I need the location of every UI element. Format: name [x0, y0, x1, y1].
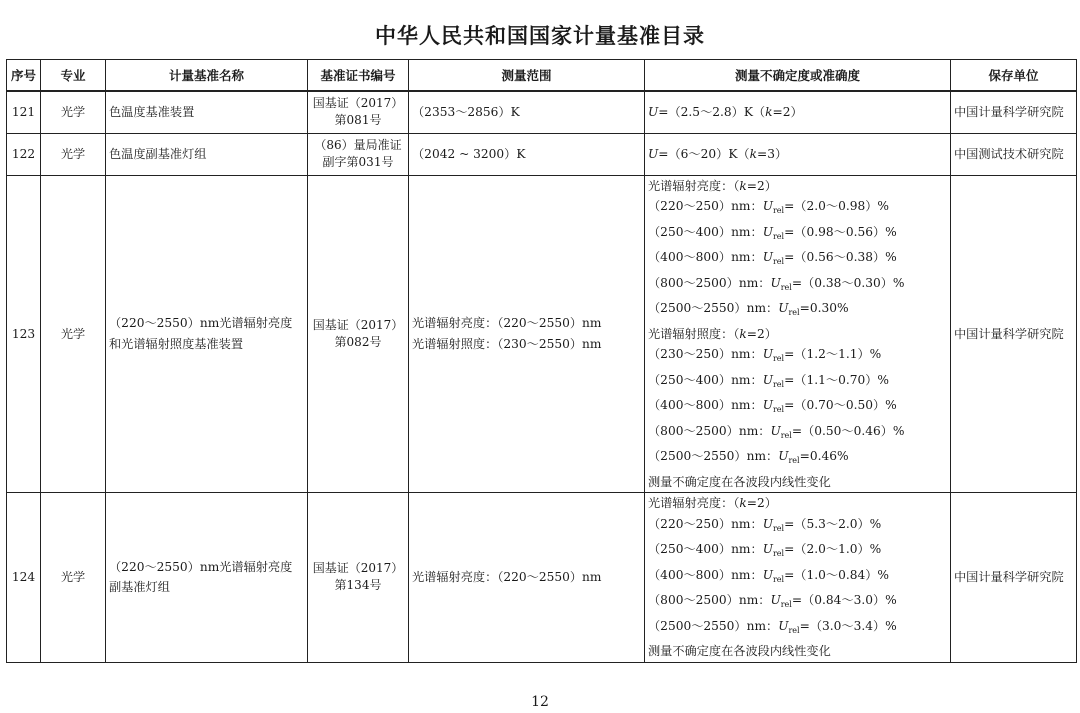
uncertainty-line [648, 395, 947, 421]
cell-unit: 中国计量科学研究院 [951, 493, 1077, 663]
cell-cert [308, 133, 409, 175]
subscript-rel: rel [772, 574, 785, 584]
cell-seq: 123 [7, 175, 41, 493]
header-range: 测量范围 [409, 60, 645, 92]
uncertainty-text: （250～400）nm： [648, 542, 763, 556]
symbol-k: k [739, 326, 747, 341]
subscript-rel: rel [772, 354, 785, 363]
symbol-u: U [778, 618, 789, 633]
uncertainty-text: （400～800）nm： [648, 567, 763, 582]
cell-uncertainty [645, 91, 951, 133]
uncertainty-text: =（0.38～0.30）% [791, 275, 905, 290]
page-number: 12 [531, 694, 549, 710]
header-uncertainty: 测量不确定度或准确度 [645, 60, 951, 92]
uncertainty-text: =（2.0～0.98）% [784, 199, 889, 213]
range-line: 光谱辐射照度：（230～2550）nm [412, 336, 602, 351]
uncertainty-text: =（0.84～3.0）% [791, 593, 897, 607]
header-seq: 序号 [7, 60, 41, 92]
symbol-u: U [762, 516, 773, 531]
cert-line: （86）量局准证 [314, 138, 402, 152]
subscript-rel: rel [772, 523, 785, 533]
symbol-u: U [648, 105, 659, 119]
uncertainty-line [648, 565, 947, 591]
uncertainty-text: =2） [746, 496, 777, 510]
symbol-u: U [648, 146, 659, 161]
symbol-u: U [770, 275, 781, 290]
uncertainty-text: =2） [772, 105, 803, 119]
subscript-rel: rel [772, 549, 785, 558]
table-row [7, 91, 1077, 133]
subscript-rel: rel [780, 430, 792, 440]
uncertainty-text: （230～250）nm： [648, 347, 763, 361]
range-line: （2353～2856）K [412, 105, 520, 119]
subscript-rel: rel [772, 231, 785, 241]
subscript-rel: rel [772, 257, 785, 266]
cell-cert [308, 493, 409, 663]
cell-unit: 中国计量科学研究院 [951, 91, 1077, 133]
cell-field: 光学 [41, 91, 106, 133]
uncertainty-line [648, 176, 947, 197]
table-row [7, 133, 1077, 175]
cell-seq: 124 [7, 493, 41, 663]
cell-uncertainty [645, 133, 951, 175]
cell-uncertainty [645, 493, 951, 663]
uncertainty-text: （250～400）nm： [648, 372, 763, 387]
uncertainty-text: =3） [757, 146, 788, 161]
uncertainty-text: （400～800）nm： [648, 398, 763, 412]
uncertainty-text: 测量不确定度在各波段内线性变化 [648, 474, 831, 489]
cert-line: 副字第031号 [322, 155, 394, 169]
symbol-u: U [762, 250, 773, 264]
cell-name: 色温度副基准灯组 [106, 133, 308, 175]
cert-line: 国基证（2017） [312, 317, 404, 332]
subscript-rel: rel [788, 308, 800, 317]
symbol-u: U [778, 301, 789, 315]
uncertainty-text: （800～2500）nm： [648, 593, 771, 607]
symbol-u: U [770, 423, 781, 438]
cell-range [409, 133, 645, 175]
uncertainty-text: 光谱辐射亮度：（ [648, 178, 740, 193]
cell-field: 光学 [41, 493, 106, 663]
uncertainty-text: =（0.56～0.38）% [784, 250, 897, 264]
uncertainty-text: =（1.2～1.1）% [784, 347, 882, 361]
uncertainty-text: =2） [746, 178, 777, 193]
uncertainty-text: =2） [746, 326, 777, 341]
subscript-rel: rel [772, 379, 785, 389]
symbol-u: U [762, 542, 773, 556]
cert-line: 第081号 [334, 113, 382, 128]
uncertainty-text: =0.30% [799, 301, 849, 315]
uncertainty-text: =（0.98～0.56）% [784, 224, 897, 239]
uncertainty-text: =（3.0～3.4）% [799, 618, 897, 633]
uncertainty-line [648, 641, 947, 662]
cell-name: 色温度基准装置 [106, 91, 308, 133]
symbol-u: U [762, 199, 773, 213]
cert-line: 国基证（2017） [312, 96, 404, 111]
header-field: 专业 [41, 60, 106, 92]
document-title: 中华人民共和国国家计量基准目录 [375, 24, 705, 48]
uncertainty-text: （2500～2550）nm： [648, 301, 779, 315]
uncertainty-text: （250～400）nm： [648, 224, 763, 239]
uncertainty-line [648, 539, 947, 565]
subscript-rel: rel [788, 456, 800, 465]
uncertainty-text: =（0.50～0.46）% [791, 423, 905, 438]
cell-range [409, 91, 645, 133]
uncertainty-text: （400～800）nm： [648, 250, 763, 264]
uncertainty-line [648, 222, 947, 248]
uncertainty-line [648, 247, 947, 273]
symbol-u: U [762, 372, 773, 387]
symbol-u: U [778, 449, 789, 463]
table-body [7, 91, 1077, 662]
uncertainty-text: 光谱辐射亮度：（ [648, 496, 740, 510]
uncertainty-line [648, 616, 947, 642]
standards-catalog-table [6, 59, 1077, 663]
cell-field: 光学 [41, 133, 106, 175]
uncertainty-text: =（2.0～1.0）% [784, 542, 882, 556]
header-cert: 基准证书编号 [308, 60, 409, 92]
cell-name: （220～2550）nm光谱辐射亮度副基准灯组 [106, 493, 308, 663]
uncertainty-line [648, 344, 947, 370]
uncertainty-line [648, 421, 947, 447]
uncertainty-line [648, 370, 947, 396]
uncertainty-text: =（0.70～0.50）% [784, 398, 897, 412]
range-line: 光谱辐射亮度：（220～2550）nm [412, 316, 602, 331]
uncertainty-text: （800～2500）nm： [648, 275, 771, 290]
uncertainty-text: 测量不确定度在各波段内线性变化 [648, 644, 831, 658]
uncertainty-text: （2500～2550）nm： [648, 618, 779, 633]
range-line: 光谱辐射亮度：（220～2550）nm [412, 570, 602, 584]
uncertainty-line [648, 324, 947, 345]
symbol-u: U [762, 347, 773, 361]
uncertainty-line [648, 514, 947, 540]
uncertainty-text: （220～250）nm： [648, 516, 763, 531]
range-line: （2042 ~ 3200）K [412, 146, 526, 161]
uncertainty-text: （220～250）nm： [648, 199, 763, 213]
table-row [7, 493, 1077, 663]
cell-cert [308, 91, 409, 133]
cert-line: 第082号 [334, 334, 382, 349]
cell-unit: 中国测试技术研究院 [951, 133, 1077, 175]
uncertainty-text: =（1.0～0.84）% [784, 567, 889, 582]
cell-name: （220～2550）nm光谱辐射亮度和光谱辐射照度基准装置 [106, 175, 308, 493]
uncertainty-text: （800～2500）nm： [648, 423, 771, 438]
cert-line: 第134号 [334, 578, 382, 593]
symbol-u: U [770, 593, 781, 607]
uncertainty-line [648, 493, 947, 514]
subscript-rel: rel [772, 405, 785, 414]
uncertainty-text: =0.46% [799, 449, 849, 463]
symbol-u: U [762, 224, 773, 239]
cell-unit: 中国计量科学研究院 [951, 175, 1077, 493]
uncertainty-text: =（5.3～2.0）% [784, 516, 882, 531]
table-row [7, 175, 1077, 493]
uncertainty-line [648, 273, 947, 299]
subscript-rel: rel [788, 625, 800, 635]
symbol-k: k [739, 496, 747, 510]
cell-range [409, 493, 645, 663]
uncertainty-text: （2500～2550）nm： [648, 449, 779, 463]
uncertainty-text: =（1.1～0.70）% [784, 372, 889, 387]
uncertainty-text: =（6～20）K（ [658, 146, 750, 161]
uncertainty-line [648, 196, 947, 222]
symbol-u: U [762, 567, 773, 582]
symbol-k: k [749, 146, 758, 161]
cert-line: 国基证（2017） [312, 561, 404, 576]
uncertainty-line [648, 590, 947, 616]
subscript-rel: rel [780, 600, 792, 609]
subscript-rel: rel [780, 282, 792, 292]
cell-seq: 122 [7, 133, 41, 175]
header-row [7, 60, 1077, 92]
table-header [7, 60, 1077, 92]
uncertainty-line [648, 446, 947, 472]
header-name: 计量基准名称 [106, 60, 308, 92]
uncertainty-line [648, 472, 947, 493]
uncertainty-text: =（2.5～2.8）K（ [658, 105, 766, 119]
uncertainty-text: 光谱辐射照度：（ [648, 326, 740, 341]
cell-range [409, 175, 645, 493]
uncertainty-line [648, 298, 947, 324]
header-unit: 保存单位 [951, 60, 1077, 92]
symbol-u: U [762, 398, 773, 412]
cell-field: 光学 [41, 175, 106, 493]
symbol-k: k [765, 105, 773, 119]
symbol-k: k [739, 178, 747, 193]
uncertainty-line [648, 144, 947, 165]
uncertainty-line [648, 102, 947, 123]
subscript-rel: rel [772, 206, 785, 215]
cell-uncertainty [645, 175, 951, 493]
cell-cert [308, 175, 409, 493]
cell-seq: 121 [7, 91, 41, 133]
